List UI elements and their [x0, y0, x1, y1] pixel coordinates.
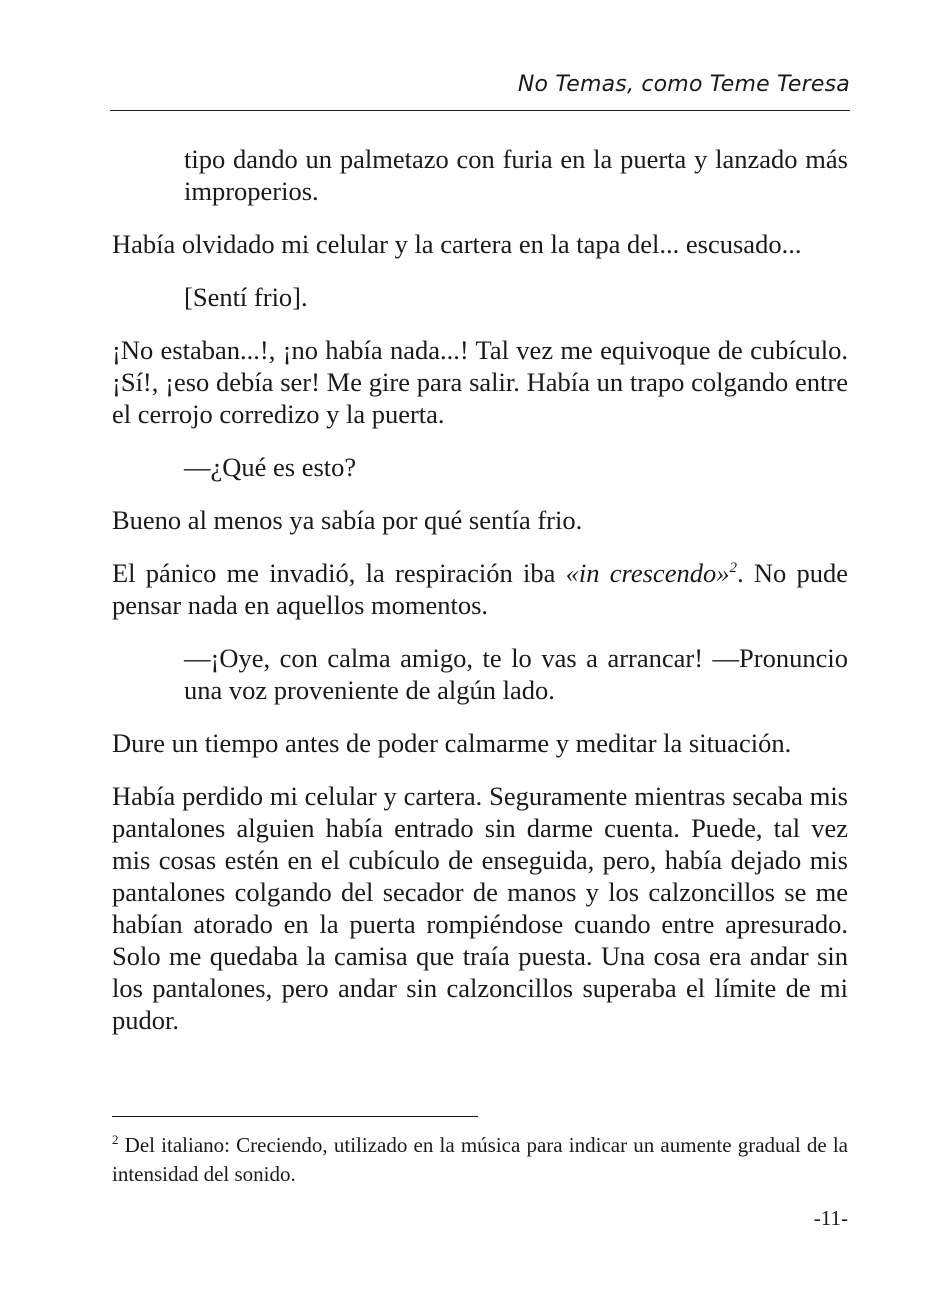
paragraph-7-italic-phrase: «in crescendo»: [565, 558, 730, 588]
page-number: -11-: [813, 1206, 848, 1230]
paragraph-4: ¡No estaban...!, ¡no había nada...! Tal vez me equivoque de cubículo. ¡Sí!, ¡eso debía ser! Me gire para salir. Había un trapo colgando entre el cerrojo corredizo y la puerta.: [112, 335, 848, 429]
header-rule: [110, 110, 850, 111]
page-body: [112, 143, 848, 1057]
running-head-title: No Temas, como Teme Teresa: [517, 72, 850, 97]
paragraph-10: Había perdido mi celular y cartera. Seguramente mientras secaba mis pantalones alguien había entrado sin darme cuenta. Puede, tal vez mis cosas estén en el cubículo de enseguida, pero, había dejado mis pantalones colgando del secador de manos y los calzoncillos se me habían atorado en la puerta rompiéndose cuando entre apresurado. Solo me quedaba la camisa que traía puesta. Una cosa era andar sin los pantalones, pero andar sin calzoncillos superaba el límite de mi pudor.: [112, 781, 848, 1035]
paragraph-5: —¿Qué es esto?: [184, 452, 357, 482]
paragraph-3: [Sentí frio].: [184, 282, 308, 312]
paragraph-9: Dure un tiempo antes de poder calmarme y meditar la situación.: [112, 728, 792, 758]
footnote: [112, 1131, 848, 1189]
paragraph-2: Había olvidado mi celular y la cartera en la tapa del... escusado...: [112, 229, 802, 259]
paragraph-8: —¡Oye, con calma amigo, te lo vas a arrancar! —Pronuncio una voz proveniente de algún lado.: [184, 643, 848, 705]
paragraph-6: Bueno al menos ya sabía por qué sentía frio.: [112, 505, 583, 535]
footnote-text: Del italiano: Creciendo, utilizado en la música para indicar un aumente gradual de la intensidad del sonido.: [112, 1133, 848, 1186]
paragraph-1: tipo dando un palmetazo con furia en la puerta y lanzado más improperios.: [184, 144, 848, 206]
paragraph-7: [112, 557, 848, 621]
paragraph-7-text-end: . No pude pensar nada en aquellos momentos.: [112, 558, 848, 620]
footnote-reference-2[interactable]: 2: [729, 560, 737, 577]
paragraph-7-text-start: El pánico me invadió, la respiración iba: [112, 558, 566, 588]
footnote-rule: [112, 1116, 478, 1117]
footnote-number: 2: [112, 1132, 119, 1147]
